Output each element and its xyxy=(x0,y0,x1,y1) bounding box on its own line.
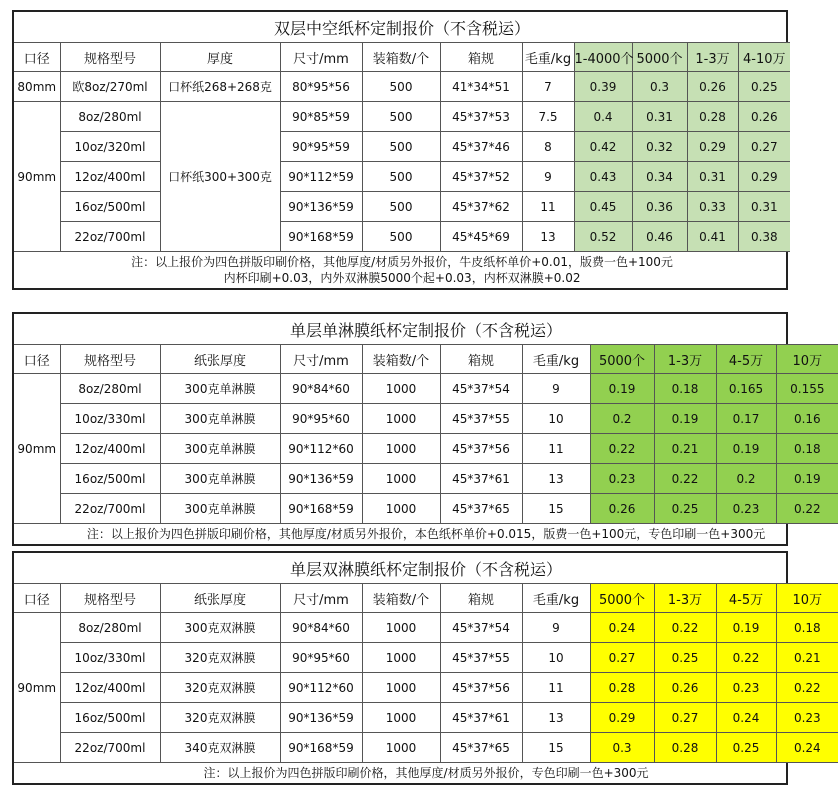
table-row xyxy=(14,374,838,404)
price-cell: 0.27 xyxy=(654,703,716,733)
paper-cell: 320克双淋膜 xyxy=(160,703,280,733)
price-cell: 0.36 xyxy=(632,192,687,222)
price-cell: 0.19 xyxy=(716,434,776,464)
size-cell: 90*168*59 xyxy=(280,494,362,524)
table-title: 双层中空纸杯定制报价（不含税运） xyxy=(14,12,790,43)
table-row xyxy=(14,673,838,703)
thickness-cell: 口杯纸300+300克 xyxy=(160,102,280,252)
pack-cell: 500 xyxy=(362,72,440,102)
box-cell: 45*37*61 xyxy=(440,464,522,494)
price-table-double-coated xyxy=(12,551,823,785)
price-header-cell: 4-10万 xyxy=(738,43,790,72)
spec-cell: 10oz/330ml xyxy=(60,643,160,673)
price-cell: 0.19 xyxy=(590,374,654,404)
table-row xyxy=(14,613,838,643)
price-cell: 0.33 xyxy=(687,192,738,222)
weight-cell: 7 xyxy=(522,72,574,102)
price-cell: 0.22 xyxy=(776,673,838,703)
size-cell: 90*112*60 xyxy=(280,673,362,703)
size-cell: 90*136*59 xyxy=(280,464,362,494)
price-cell: 0.22 xyxy=(654,613,716,643)
spec-cell: 欧8oz/270ml xyxy=(60,72,160,102)
size-cell: 90*112*60 xyxy=(280,434,362,464)
box-cell: 45*37*56 xyxy=(440,673,522,703)
pack-cell: 1000 xyxy=(362,374,440,404)
weight-cell: 13 xyxy=(522,464,590,494)
size-cell: 90*168*59 xyxy=(280,733,362,763)
table-row xyxy=(14,494,838,524)
table-row xyxy=(14,222,790,252)
price-cell: 0.26 xyxy=(687,72,738,102)
price-cell: 0.2 xyxy=(716,464,776,494)
weight-cell: 11 xyxy=(522,673,590,703)
pack-cell: 1000 xyxy=(362,733,440,763)
price-cell: 0.41 xyxy=(687,222,738,252)
table-row xyxy=(14,192,790,222)
price-header-cell: 10万 xyxy=(776,345,838,374)
price-cell: 0.27 xyxy=(590,643,654,673)
weight-cell: 10 xyxy=(522,643,590,673)
table-note: 注：以上报价为四色拼版印刷价格，其他厚度/材质另外报价，本色纸杯单价+0.015，版费一色+100元，专色印刷一色+300元 xyxy=(14,524,838,545)
box-cell: 45*45*69 xyxy=(440,222,522,252)
price-cell: 0.29 xyxy=(590,703,654,733)
price-cell: 0.32 xyxy=(632,132,687,162)
note-line-1: 注：以上报价为四色拼版印刷价格，其他厚度/材质另外报价，牛皮纸杯单价+0.01，版费一色+100元 xyxy=(131,255,673,269)
size-cell: 90*168*59 xyxy=(280,222,362,252)
note-line-2: 内杯印刷+0.03，内外双淋膜5000个起+0.03，内杯双淋膜+0.02 xyxy=(223,271,581,285)
paper-cell: 300克单淋膜 xyxy=(160,494,280,524)
table-row xyxy=(14,464,838,494)
price-cell: 0.16 xyxy=(776,404,838,434)
box-cell: 41*34*51 xyxy=(440,72,522,102)
price-cell: 0.38 xyxy=(738,222,790,252)
price-cell: 0.18 xyxy=(776,434,838,464)
price-cell: 0.31 xyxy=(738,192,790,222)
spec-cell: 16oz/500ml xyxy=(60,192,160,222)
spec-cell: 8oz/280ml xyxy=(60,374,160,404)
pack-cell: 500 xyxy=(362,102,440,132)
header-cell: 规格型号 xyxy=(60,345,160,374)
table-note xyxy=(14,252,790,289)
price-cell: 0.23 xyxy=(590,464,654,494)
price-cell: 0.23 xyxy=(716,673,776,703)
size-cell: 90*136*59 xyxy=(280,703,362,733)
price-cell: 0.28 xyxy=(687,102,738,132)
price-table-single-coated xyxy=(12,312,825,546)
box-cell: 45*37*46 xyxy=(440,132,522,162)
weight-cell: 15 xyxy=(522,733,590,763)
header-cell: 箱规 xyxy=(440,345,522,374)
weight-cell: 9 xyxy=(522,374,590,404)
price-cell: 0.26 xyxy=(738,102,790,132)
price-cell: 0.165 xyxy=(716,374,776,404)
price-cell: 0.21 xyxy=(776,643,838,673)
price-cell: 0.34 xyxy=(632,162,687,192)
paper-cell: 320克双淋膜 xyxy=(160,673,280,703)
header-cell: 箱规 xyxy=(440,584,522,613)
price-cell: 0.24 xyxy=(716,703,776,733)
header-cell: 装箱数/个 xyxy=(362,43,440,72)
header-cell: 口径 xyxy=(14,584,60,613)
paper-cell: 320克双淋膜 xyxy=(160,643,280,673)
price-cell: 0.25 xyxy=(738,72,790,102)
price-cell: 0.24 xyxy=(776,733,838,763)
price-cell: 0.31 xyxy=(687,162,738,192)
price-cell: 0.39 xyxy=(574,72,632,102)
size-cell: 90*95*60 xyxy=(280,643,362,673)
price-cell: 0.4 xyxy=(574,102,632,132)
spec-cell: 12oz/400ml xyxy=(60,434,160,464)
price-cell: 0.21 xyxy=(654,434,716,464)
header-cell: 纸张厚度 xyxy=(160,345,280,374)
price-cell: 0.2 xyxy=(590,404,654,434)
spec-cell: 16oz/500ml xyxy=(60,703,160,733)
size-cell: 90*112*59 xyxy=(280,162,362,192)
pack-cell: 1000 xyxy=(362,643,440,673)
price-cell: 0.29 xyxy=(687,132,738,162)
header-row xyxy=(14,43,790,72)
spec-cell: 10oz/330ml xyxy=(60,404,160,434)
header-cell: 尺寸/mm xyxy=(280,43,362,72)
header-cell: 装箱数/个 xyxy=(362,345,440,374)
header-cell: 箱规 xyxy=(440,43,522,72)
weight-cell: 13 xyxy=(522,703,590,733)
price-header-cell: 5000个 xyxy=(590,584,654,613)
header-cell: 厚度 xyxy=(160,43,280,72)
header-cell: 口径 xyxy=(14,345,60,374)
price-cell: 0.23 xyxy=(716,494,776,524)
price-cell: 0.24 xyxy=(590,613,654,643)
size-cell: 90*95*60 xyxy=(280,404,362,434)
spec-cell: 22oz/700ml xyxy=(60,733,160,763)
price-cell: 0.28 xyxy=(654,733,716,763)
header-cell: 毛重/kg xyxy=(522,584,590,613)
pack-cell: 500 xyxy=(362,192,440,222)
price-cell: 0.3 xyxy=(632,72,687,102)
paper-cell: 300克双淋膜 xyxy=(160,613,280,643)
table-row xyxy=(14,72,790,102)
table-title: 单层单淋膜纸杯定制报价（不含税运） xyxy=(14,314,838,345)
weight-cell: 9 xyxy=(522,162,574,192)
header-cell: 尺寸/mm xyxy=(280,345,362,374)
box-cell: 45*37*61 xyxy=(440,703,522,733)
box-cell: 45*37*55 xyxy=(440,643,522,673)
paper-cell: 300克单淋膜 xyxy=(160,404,280,434)
weight-cell: 11 xyxy=(522,434,590,464)
paper-cell: 300克单淋膜 xyxy=(160,374,280,404)
spec-cell: 12oz/400ml xyxy=(60,162,160,192)
header-cell: 口径 xyxy=(14,43,60,72)
table-row xyxy=(14,132,790,162)
price-cell: 0.19 xyxy=(654,404,716,434)
size-cell: 80*95*56 xyxy=(280,72,362,102)
table-row xyxy=(14,162,790,192)
size-cell: 90*85*59 xyxy=(280,102,362,132)
caliber-cell: 80mm xyxy=(14,72,60,102)
box-cell: 45*37*54 xyxy=(440,374,522,404)
spec-cell: 10oz/320ml xyxy=(60,132,160,162)
price-header-cell: 1-4000个 xyxy=(574,43,632,72)
pack-cell: 1000 xyxy=(362,464,440,494)
price-cell: 0.31 xyxy=(632,102,687,132)
price-cell: 0.25 xyxy=(716,733,776,763)
caliber-cell: 90mm xyxy=(14,613,60,763)
price-cell: 0.43 xyxy=(574,162,632,192)
pack-cell: 1000 xyxy=(362,703,440,733)
price-cell: 0.26 xyxy=(654,673,716,703)
table-title: 单层双淋膜纸杯定制报价（不含税运） xyxy=(14,553,838,584)
price-cell: 0.46 xyxy=(632,222,687,252)
price-cell: 0.22 xyxy=(654,464,716,494)
spec-cell: 8oz/280ml xyxy=(60,102,160,132)
caliber-cell: 90mm xyxy=(14,374,60,524)
size-cell: 90*136*59 xyxy=(280,192,362,222)
price-cell: 0.42 xyxy=(574,132,632,162)
table-row xyxy=(14,434,838,464)
header-cell: 毛重/kg xyxy=(522,345,590,374)
header-row xyxy=(14,584,838,613)
price-cell: 0.28 xyxy=(590,673,654,703)
pack-cell: 500 xyxy=(362,222,440,252)
spec-cell: 16oz/500ml xyxy=(60,464,160,494)
price-header-cell: 1-3万 xyxy=(654,345,716,374)
price-header-cell: 5000个 xyxy=(632,43,687,72)
price-cell: 0.29 xyxy=(738,162,790,192)
price-header-cell: 1-3万 xyxy=(654,584,716,613)
pack-cell: 500 xyxy=(362,132,440,162)
price-cell: 0.22 xyxy=(776,494,838,524)
price-header-cell: 1-3万 xyxy=(687,43,738,72)
spec-cell: 8oz/280ml xyxy=(60,613,160,643)
pack-cell: 1000 xyxy=(362,494,440,524)
table-row xyxy=(14,733,838,763)
price-cell: 0.23 xyxy=(776,703,838,733)
price-header-cell: 5000个 xyxy=(590,345,654,374)
paper-cell: 300克单淋膜 xyxy=(160,464,280,494)
box-cell: 45*37*62 xyxy=(440,192,522,222)
weight-cell: 7.5 xyxy=(522,102,574,132)
price-cell: 0.25 xyxy=(654,494,716,524)
header-cell: 纸张厚度 xyxy=(160,584,280,613)
table-row xyxy=(14,643,838,673)
size-cell: 90*84*60 xyxy=(280,374,362,404)
price-cell: 0.19 xyxy=(776,464,838,494)
price-cell: 0.155 xyxy=(776,374,838,404)
price-cell: 0.22 xyxy=(590,434,654,464)
weight-cell: 10 xyxy=(522,404,590,434)
header-cell: 规格型号 xyxy=(60,43,160,72)
price-cell: 0.45 xyxy=(574,192,632,222)
price-header-cell: 4-5万 xyxy=(716,345,776,374)
paper-cell: 340克双淋膜 xyxy=(160,733,280,763)
price-cell: 0.3 xyxy=(590,733,654,763)
table-row xyxy=(14,703,838,733)
weight-cell: 11 xyxy=(522,192,574,222)
spec-cell: 12oz/400ml xyxy=(60,673,160,703)
price-cell: 0.27 xyxy=(738,132,790,162)
weight-cell: 15 xyxy=(522,494,590,524)
box-cell: 45*37*65 xyxy=(440,494,522,524)
price-table-double-wall xyxy=(12,10,788,290)
price-cell: 0.19 xyxy=(716,613,776,643)
thickness-cell: 口杯纸268+268克 xyxy=(160,72,280,102)
table-row xyxy=(14,102,790,132)
caliber-cell: 90mm xyxy=(14,102,60,252)
price-cell: 0.25 xyxy=(654,643,716,673)
box-cell: 45*37*54 xyxy=(440,613,522,643)
pack-cell: 500 xyxy=(362,162,440,192)
weight-cell: 13 xyxy=(522,222,574,252)
weight-cell: 9 xyxy=(522,613,590,643)
box-cell: 45*37*65 xyxy=(440,733,522,763)
price-cell: 0.18 xyxy=(776,613,838,643)
size-cell: 90*95*59 xyxy=(280,132,362,162)
pack-cell: 1000 xyxy=(362,434,440,464)
price-cell: 0.17 xyxy=(716,404,776,434)
box-cell: 45*37*56 xyxy=(440,434,522,464)
header-cell: 规格型号 xyxy=(60,584,160,613)
table-note: 注：以上报价为四色拼版印刷价格，其他厚度/材质另外报价，专色印刷一色+300元 xyxy=(14,763,838,784)
box-cell: 45*37*52 xyxy=(440,162,522,192)
spec-cell: 22oz/700ml xyxy=(60,494,160,524)
price-cell: 0.22 xyxy=(716,643,776,673)
pack-cell: 1000 xyxy=(362,613,440,643)
header-cell: 尺寸/mm xyxy=(280,584,362,613)
header-row xyxy=(14,345,838,374)
table-row xyxy=(14,404,838,434)
price-cell: 0.52 xyxy=(574,222,632,252)
spec-cell: 22oz/700ml xyxy=(60,222,160,252)
price-header-cell: 4-5万 xyxy=(716,584,776,613)
box-cell: 45*37*53 xyxy=(440,102,522,132)
price-cell: 0.18 xyxy=(654,374,716,404)
pack-cell: 1000 xyxy=(362,673,440,703)
header-cell: 装箱数/个 xyxy=(362,584,440,613)
price-cell: 0.26 xyxy=(590,494,654,524)
size-cell: 90*84*60 xyxy=(280,613,362,643)
paper-cell: 300克单淋膜 xyxy=(160,434,280,464)
pack-cell: 1000 xyxy=(362,404,440,434)
price-header-cell: 10万 xyxy=(776,584,838,613)
box-cell: 45*37*55 xyxy=(440,404,522,434)
weight-cell: 8 xyxy=(522,132,574,162)
header-cell: 毛重/kg xyxy=(522,43,574,72)
